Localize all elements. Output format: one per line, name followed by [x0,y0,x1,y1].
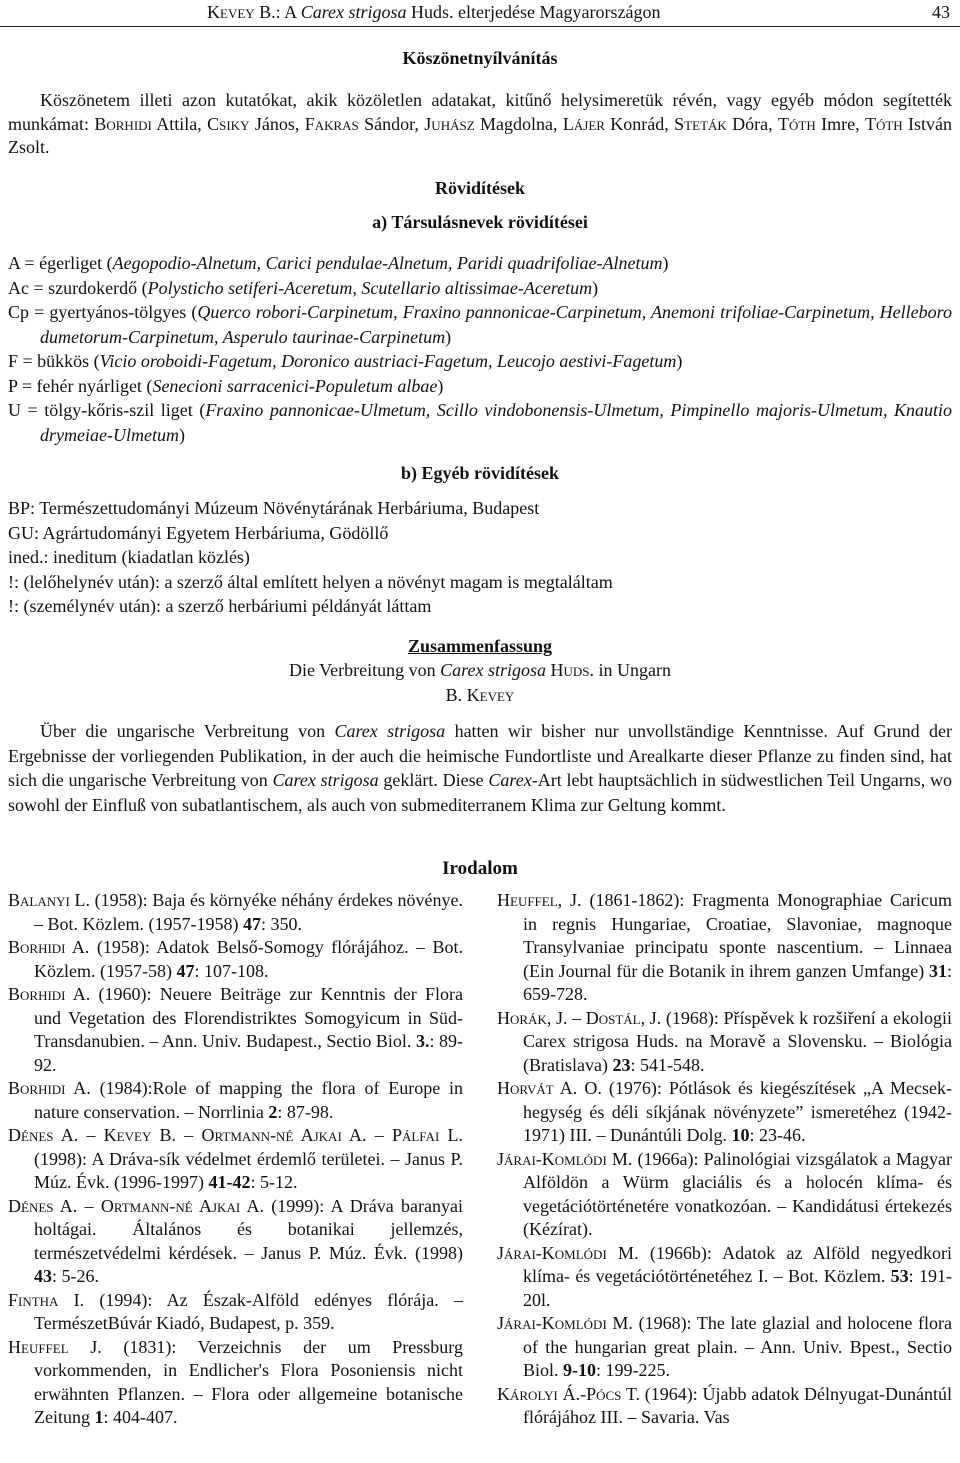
reference-text: (1984):Role of mapping the flora of Europe in nature conservation. – Norrlinia [34,1078,463,1122]
reference-text: (1999): A Dráva baranyai holtágai. Általános és botanikai jellemzés, természetvédelmi kérdések. – Janus P. Múz. Évk. (1998) [34,1195,464,1263]
reference-entry [497,1077,952,1148]
reference-pages: : 199-225. [596,1360,671,1380]
reference-pages: : 5-12. [250,1172,298,1192]
reference-entry [497,889,952,1007]
reference-authors: Dénes A. – Kevey B. – Ortmann-né Ajkai A. – Pálfai L. [8,1125,463,1145]
reference-entry [8,1077,463,1124]
association-abbreviation-item [8,276,952,301]
person-surname: Steták [674,113,727,134]
ack-paragraph: Köszönetem illeti azon kutatókat, akik közöletlen adatakat, kitűnő helysimeretük révén, vagy egyéb módon segítették munkámat: Borhidi Attila, Csiky János, Fakras Sándor, Juhász Magdolna, Lájer Konrád, Steták Dóra, Tóth Imre, Tóth István Zsolt. [8,90,953,157]
reference-volume: 1 [94,1407,104,1427]
other-abbreviation-item: ined.: ineditum (kiadatlan közlés) [8,547,250,567]
reference-text: (1958): Adatok Belső-Somogy flórájához. – Bot. Közlem. (1957-58) [34,937,463,981]
page-number: 43 [932,2,950,22]
association-latin-names: Querco robori-Carpinetum, Fraxino pannonicae-Carpinetum, Anemoni trifoliae-Carpinetum, Helleboro dumetorum-Carpinetum, Asperulo taurinae-Carpinetum [40,302,952,347]
reference-volume: 47 [242,913,261,934]
reference-text: (1960): Neuere Beiträge zur Kenntnis der Flora und Vegetation des Florendistriktes Somogyicum in Süd-Transdanubien. – Ann. Univ. Budapest., Sectio Biol. [34,984,463,1051]
reference-entry [497,1242,952,1313]
reference-entry [8,1289,463,1336]
person-given-name: Sándor, [358,113,425,134]
association-abbreviation-item [8,398,952,447]
reference-pages: : 541-548. [630,1054,705,1075]
reference-entry [8,983,463,1077]
reference-text: (1958): Baja és környéke néhány érdekes növénye. – Bot. Közlem. (1957-1958) [34,890,463,934]
zusammenfassung-subtitle: Die Verbreitung von Carex strigosa Huds. in Ungarn [289,660,671,680]
reference-text: (1966b): Adatok az Alföld negyedkori klíma- és vegetációtörténetéhez I. – Bot. Közlem. [523,1242,952,1286]
abbreviation-code: P = fehér nyárliget ( [8,375,153,396]
other-abbreviation-item: GU: Agrártudományi Egyetem Herbáriuma, Gödöllő [8,522,389,543]
literature-title: Irodalom [442,858,518,879]
reference-volume: 9-10 [563,1360,597,1380]
abbr-sub-b: b) Egyéb rövidítések [400,463,559,483]
reference-pages: : 659-728. [523,960,952,1004]
other-abbreviation-item: !: (lelőhelynév után): a szerző által említett helyen a növényt magam is megtaláltam [8,571,613,592]
person-surname: Tóth [778,113,816,134]
association-latin-names: Vicio oroboidi-Fagetum, Doronico austriaci-Fagetum, Leucojo aestivi-Fagetum [99,351,677,371]
person-given-name: Imre, [815,113,865,134]
person-surname: Fakras [304,113,359,134]
person-given-name: István Zsolt. [8,113,953,157]
reference-pages: : 350. [260,913,302,934]
reference-pages: : 107-108. [194,960,269,981]
association-abbreviation-item [8,349,952,374]
person-given-name: János, [249,113,305,134]
reference-authors: Borhidi A. [8,984,91,1004]
reference-volume: 3. [415,1031,430,1051]
reference-authors: Borhidi A. [8,937,90,957]
person-given-name: Dóra, [726,113,779,134]
person-given-name: Attila, [151,113,208,134]
other-abbreviation-item: !: (személynév után): a szerző herbáriumi példányát láttam [8,596,432,616]
reference-column-right [497,889,952,1430]
reference-authors: Károlyi Á.-Pócs T. [497,1383,640,1404]
reference-volume: 43 [34,1266,52,1286]
closing-paren: ) [676,351,683,371]
reference-text: (1861-1862): Fragmenta Monographiae Caricum in regnis Hungariae, Croatiae, Slavoniae, magnoque Transylvaniae principatu sponte nascentium. – Linnaea (Ein Journal für die Botanik in ihrem ganzen Umfange) [523,890,952,981]
reference-text: (1994): Az Észak-Alföld edényes flórája. – TermészetBúvár Kiadó, Budapest, p. 359. [34,1289,463,1333]
abbreviation-code: U = tölgy-kőris-szil liget ( [8,400,206,420]
abbreviation-code: Cp = gyertyános-tölgyes ( [8,302,198,322]
association-abbreviation-item [8,300,952,349]
running-header [0,0,960,27]
reference-entry [8,1195,463,1289]
reference-entry [8,889,463,936]
reference-text: (1831): Verzeichnis der um Pressburg vorkommenden, in Endlicher's Flora Posoniensis nicht erwähnten Pflanzen. – Flora oder allgemeine botanische Zeitung [34,1336,463,1427]
reference-volume: 10 [731,1125,750,1145]
reference-entry [8,1124,463,1195]
reference-text: (1968): The late glazial and holocene flora of the hungarian great plain. – Ann. Univ. Bpest., Sectio Biol. [523,1313,952,1380]
reference-entry [497,1148,952,1242]
reference-volume: 23 [612,1054,631,1075]
reference-entry [497,1312,952,1383]
ack-names [8,114,952,158]
zusammenfassung-text: Über die ungarische Verbreitung von Carex strigosa hatten wir bisher nur unvollständige Kenntnisse. Auf Grund der Ergebnisse der vorliegenden Publikation, in der auch die heimische Fundortliste und Arealkarte dieser Pflanze zu finden sind, hat sich die ungarische Verbreitung von Carex strigosa geklärt. Diese Carex-Art lebt hauptsächlich in südwestlichen Teil Ungarns, wo sowohl der Einfluß von subatlantischem, als auch von submediterranem Klima zur Geltung kommt. [8,721,952,815]
reference-pages: : 5-26. [52,1266,99,1286]
closing-paren: ) [178,424,185,445]
reference-text: (1968): Příspěvek k rozšiření a ekologii Carex strigosa Huds. na Moravě a Slovensku. – Biológia (Bratislava) [523,1007,952,1075]
association-latin-names: Senecioni sarracenici-Populetum albae [152,375,438,396]
reference-volume: 47 [176,960,195,981]
person-surname: Borhidi [94,113,152,134]
reference-column-left [8,889,463,1430]
reference-authors: Heuffel, J. [497,890,582,910]
association-abbreviation-item [8,251,952,276]
reference-authors: Horvát A. O. [497,1078,602,1098]
running-title: Kevey B.: A Carex strigosa Huds. elterjedése Magyarországon [207,2,661,22]
reference-authors: Borhidi A. [8,1078,91,1098]
association-abbreviation-item [8,374,952,399]
association-latin-names: Aegopodio-Alnetum, Carici pendulae-Alnetum, Paridi quadrifoliae-Alnetum [112,253,663,273]
zusammenfassung-title: Zusammenfassung [407,636,553,656]
reference-text: (1976): Pótlások és kiegészítések „A Mecsek-hegység és déli síkjának növényzete” ismeretéhez (1942-1971) III. – Dunántúli Dolg. [523,1078,952,1145]
association-abbreviation-list [8,251,952,447]
reference-authors: Járai-Komlódi M. [497,1148,633,1169]
reference-volume: 2 [268,1101,278,1122]
reference-pages: : 404-407. [103,1407,178,1427]
reference-text: (1998): A Dráva-sík védelmet érdemlő területei. – Janus P. Múz. Évk. (1996-1997) [34,1148,463,1192]
abbreviation-code: A = égerliget ( [8,253,113,273]
association-latin-names: Fraxino pannonicae-Ulmetum, Scillo vindobonensis-Ulmetum, Pimpinello majoris-Ulmetum, Knautio drymeiae-Ulmetum [40,400,952,445]
reference-pages: : 23-46. [749,1125,806,1145]
reference-text: (1966a): Palinológiai vizsgálatok a Magyar Alföldön a Würm glaciális és a holocén klíma- és vegetációtörténetére vonatkozóan. – Kandidátusi értekezés (Kézírat). [523,1148,952,1239]
reference-authors: Heuffel J. [8,1336,102,1357]
abbreviation-code: F = bükkös ( [8,351,100,371]
reference-pages: : 89-92. [34,1031,464,1075]
reference-text: (1964): Újabb adatok Délnyugat-Dunántúl flórájához III. – Savaria. Vas [523,1383,952,1427]
ack-title: Köszönetnyílvánítás [402,48,558,68]
person-surname: Tóth [864,113,903,134]
reference-entry [497,1383,952,1430]
closing-paren: ) [592,277,599,298]
person-surname: Juhász [424,113,475,134]
reference-pages: : 191-20l. [523,1266,952,1310]
abbr-title: Rövidítések [435,178,525,198]
reference-authors: Járai-Komlódi M. [497,1242,639,1263]
zusammenfassung-author: B. Kevey [445,685,515,705]
reference-volume: 41-42 [208,1172,251,1192]
person-given-name: Konrád, [604,113,675,134]
abbreviation-code: Ac = szurdokerdő ( [8,277,148,298]
reference-entry [497,1007,952,1078]
person-surname: Csiky [207,113,250,134]
person-surname: Lájer [562,113,605,134]
reference-pages: : 87-98. [277,1101,334,1122]
reference-authors: Dénes A. – Ortmann-né Ajkai A. [8,1195,264,1216]
other-abbreviation-list [8,496,952,619]
reference-authors: Járai-Komlódi M. [497,1313,633,1333]
association-latin-names: Polysticho setiferi-Aceretum, Scutellario altissimae-Aceretum [147,277,593,298]
closing-paren: ) [662,253,669,273]
closing-paren: ) [445,326,452,347]
abbr-sub-a: a) Társulásnevek rövidítései [372,212,588,232]
reference-entry [8,936,463,983]
closing-paren: ) [437,375,444,396]
other-abbreviation-item: BP: Természettudományi Múzeum Növénytárának Herbáriuma, Budapest [8,498,540,518]
reference-authors: Fintha I. [8,1289,85,1310]
reference-entry [8,1336,463,1430]
reference-authors: Horák, J. – Dostál, J. [497,1007,662,1028]
person-given-name: Magdolna, [474,113,563,134]
reference-volume: 53 [890,1266,909,1286]
reference-authors: Balanyi L. [8,890,90,910]
reference-volume: 31 [928,960,947,981]
